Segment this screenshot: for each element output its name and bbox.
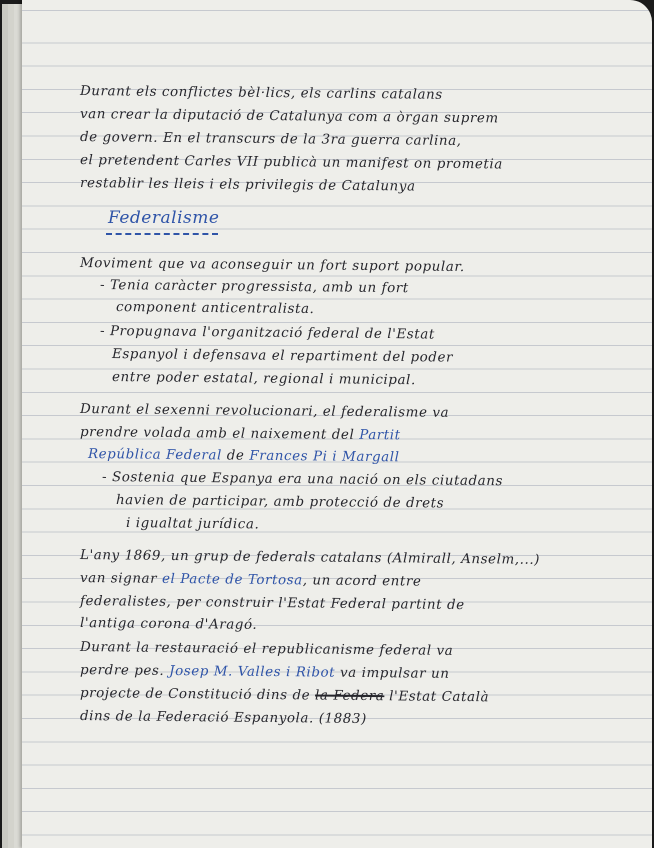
note-line: restablir les lleis i els privilegis de Catalunya bbox=[79, 176, 416, 195]
notebook-page bbox=[22, 0, 652, 848]
note-line bbox=[80, 571, 422, 590]
note-line: havien de participar, amb protecció de drets bbox=[115, 493, 445, 512]
note-text: va impulsar un bbox=[339, 665, 450, 682]
note-text: projecte de Constitució dins de bbox=[79, 686, 311, 704]
note-line: component anticentralista. bbox=[115, 300, 315, 318]
note-line: el pretendent Carles VII publicà un manifest on prometia bbox=[79, 153, 503, 173]
note-line: l'antiga corona d'Aragó. bbox=[79, 616, 258, 633]
note-line: - Propugnava l'organització federal de l'Estat bbox=[99, 324, 435, 343]
note-line: de govern. En el transcurs de la 3ra guerra carlina, bbox=[79, 130, 462, 149]
note-text: l'Estat Català bbox=[389, 689, 490, 706]
note-line bbox=[80, 425, 401, 443]
note-line: - Tenia caràcter progressista, amb un fort bbox=[99, 278, 409, 297]
note-line: Durant la restauració el republicanisme federal va bbox=[79, 640, 454, 659]
note-line: i igualtat jurídica. bbox=[125, 516, 260, 533]
note-text: de bbox=[226, 448, 245, 464]
note-line: entre poder estatal, regional i municipal. bbox=[111, 370, 416, 389]
note-line: Durant el sexenni revolucionari, el federalisme va bbox=[79, 402, 450, 421]
highlight-text: República Federal bbox=[87, 447, 223, 464]
note-line: - Sostenia que Espanya era una nació on els ciutadans bbox=[101, 470, 504, 490]
note-line: federalistes, per construir l'Estat Federal partint de bbox=[79, 594, 465, 614]
note-line bbox=[80, 663, 450, 682]
note-line bbox=[88, 447, 400, 465]
highlight-text: el Pacte de Tortosa bbox=[161, 571, 303, 589]
highlight-text: Partit bbox=[359, 427, 401, 444]
note-line: L'any 1869, un grup de federals catalans (Almirall, Anselm,...) bbox=[79, 548, 541, 568]
note-line: van crear la diputació de Catalunya com a òrgan suprem bbox=[79, 107, 499, 127]
note-text: perdre pes. bbox=[79, 663, 165, 679]
note-text: van signar bbox=[79, 571, 158, 587]
note-line: dins de la Federació Espanyola. (1883) bbox=[79, 709, 367, 728]
note-line: Moviment que va aconseguir un fort suport popular. bbox=[79, 256, 465, 276]
note-line: Durant els conflictes bèl·lics, els carlins catalans bbox=[79, 84, 443, 103]
heading-underline bbox=[106, 233, 218, 235]
highlight-text: Josep M. Valles i Ribot bbox=[169, 663, 336, 681]
note-line: Espanyol i defensava el repartiment del poder bbox=[111, 347, 454, 366]
crossed-out-text: la Federa bbox=[314, 688, 385, 705]
highlight-text: Frances Pi i Margall bbox=[249, 448, 400, 466]
section-heading: Federalisme bbox=[108, 208, 220, 228]
note-line bbox=[80, 686, 489, 705]
note-text: , un acord entre bbox=[302, 573, 422, 590]
note-text: prendre volada amb el naixement del bbox=[79, 425, 355, 443]
